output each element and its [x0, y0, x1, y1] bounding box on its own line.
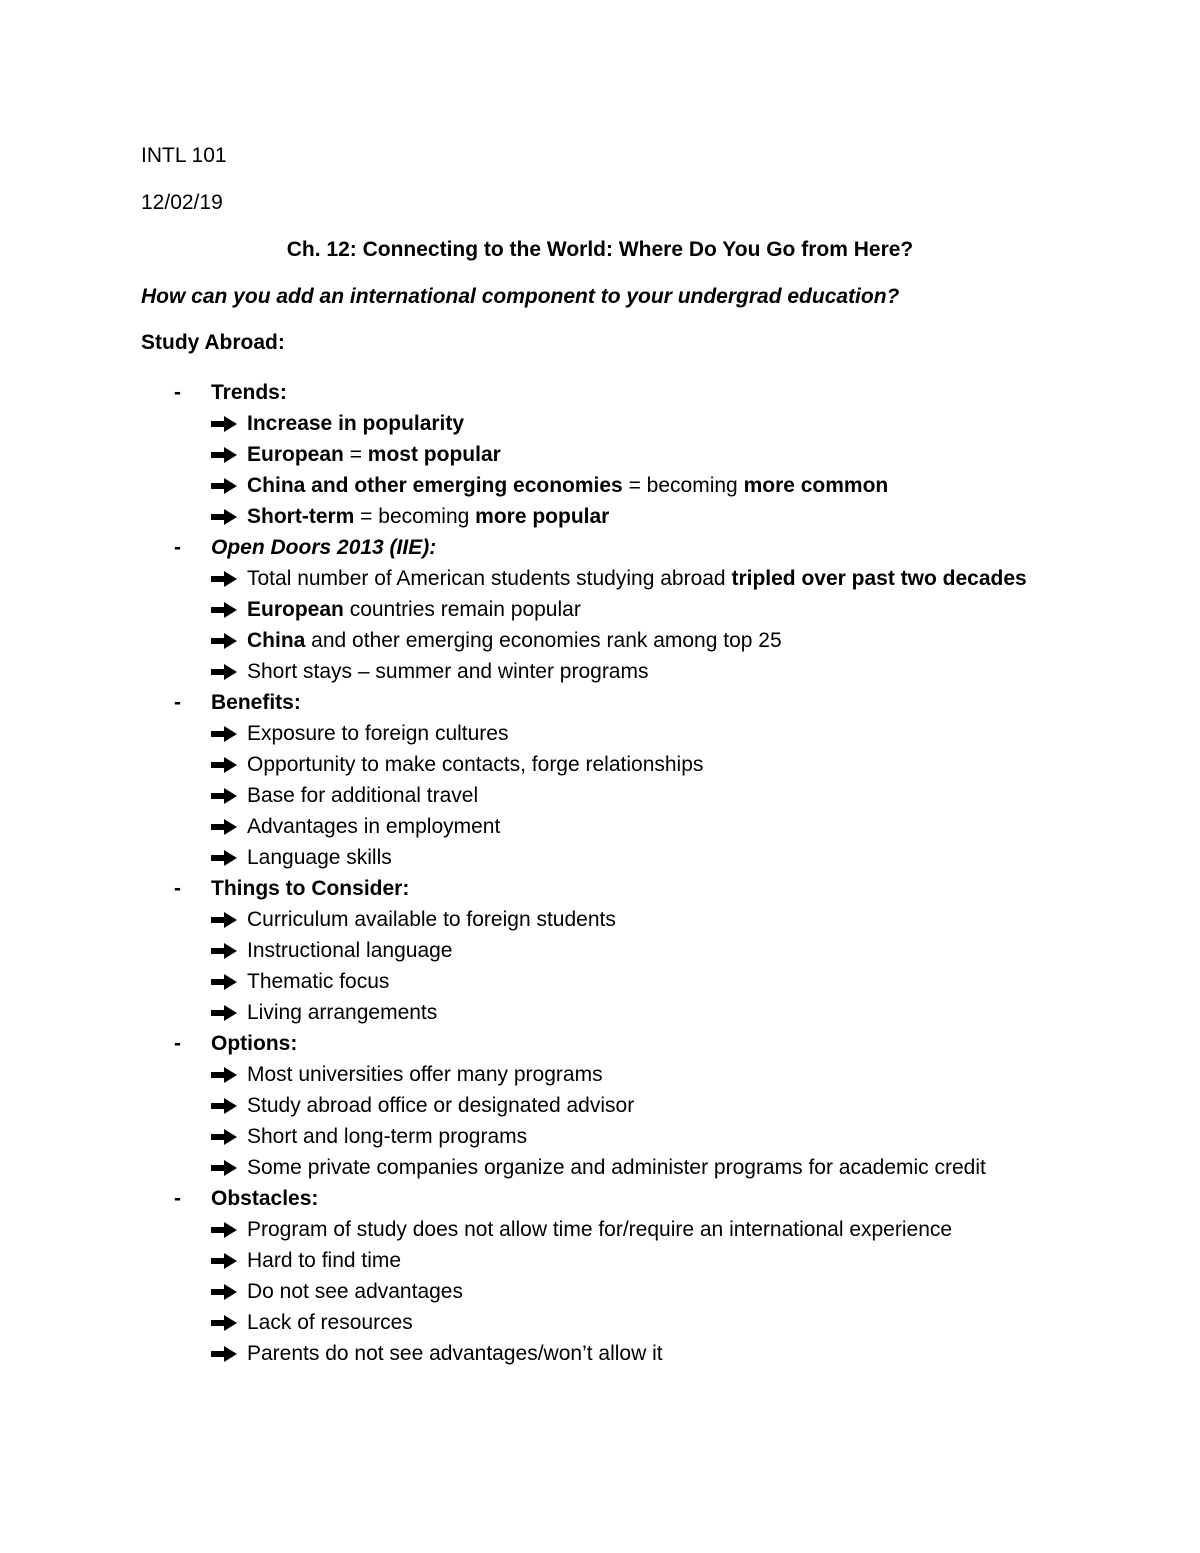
list-item — [0, 1090, 1200, 1121]
text-segment: countries remain popular — [343, 598, 581, 621]
section-heading: Study Abroad: — [141, 331, 285, 354]
list-item-text — [247, 966, 389, 997]
list-item-text — [247, 439, 501, 470]
list-item — [0, 470, 1200, 501]
section-header — [0, 687, 1200, 718]
section-label: Things to Consider: — [211, 877, 410, 900]
list-item — [0, 501, 1200, 532]
list-item-text — [247, 625, 782, 656]
list-item-text — [247, 1059, 603, 1090]
text-segment: Increase in popularity — [247, 412, 465, 435]
text-segment: Language skills — [247, 846, 392, 869]
list-marker: - — [174, 1187, 181, 1210]
list-item-text — [247, 1152, 986, 1183]
list-item — [0, 439, 1200, 470]
outline-section — [0, 1183, 1200, 1369]
text-segment: Living arrangements — [247, 1001, 438, 1024]
text-segment: more popular — [475, 505, 610, 528]
list-item-text — [247, 904, 616, 935]
text-segment: most popular — [367, 443, 501, 466]
list-item-text — [247, 749, 703, 780]
list-item — [0, 997, 1200, 1028]
outline-list — [0, 377, 1200, 1369]
list-item-text — [247, 1121, 527, 1152]
section-label: Trends: — [211, 381, 287, 404]
section-label: Options: — [211, 1032, 298, 1055]
list-item-text — [247, 935, 452, 966]
outline-section — [0, 377, 1200, 532]
list-item-text — [247, 1214, 952, 1245]
outline-section — [0, 532, 1200, 687]
arrow-right-icon — [210, 942, 238, 960]
list-item — [0, 718, 1200, 749]
arrow-right-icon — [210, 911, 238, 929]
list-item — [0, 904, 1200, 935]
list-item-text — [247, 656, 648, 687]
arrow-right-icon — [210, 818, 238, 836]
arrow-right-icon — [210, 1128, 238, 1146]
list-item — [0, 563, 1200, 594]
arrow-right-icon — [210, 663, 238, 681]
list-item — [0, 935, 1200, 966]
outline-section — [0, 687, 1200, 873]
list-item-text — [247, 1090, 634, 1121]
list-item — [0, 594, 1200, 625]
text-segment: Lack of resources — [247, 1311, 413, 1334]
text-segment: and other emerging economies rank among top 25 — [305, 629, 782, 652]
arrow-right-icon — [210, 1252, 238, 1270]
list-item — [0, 811, 1200, 842]
arrow-right-icon — [210, 570, 238, 588]
list-item-text — [247, 1245, 401, 1276]
outline-section — [0, 1028, 1200, 1183]
section-header — [0, 532, 1200, 563]
text-segment: Study abroad office or designated advisor — [247, 1094, 635, 1117]
arrow-right-icon — [210, 1004, 238, 1022]
arrow-right-icon — [210, 1159, 238, 1177]
text-segment: more common — [743, 474, 889, 497]
list-item — [0, 749, 1200, 780]
text-segment: Hard to find time — [247, 1249, 402, 1272]
text-segment: = becoming — [354, 505, 476, 528]
list-item — [0, 1245, 1200, 1276]
text-segment: China — [247, 629, 306, 652]
text-segment: Short-term — [247, 505, 355, 528]
list-item — [0, 1276, 1200, 1307]
list-item-text — [247, 718, 508, 749]
arrow-right-icon — [210, 725, 238, 743]
list-marker: - — [174, 381, 181, 404]
list-item — [0, 1307, 1200, 1338]
note-date: 12/02/19 — [141, 191, 223, 214]
outline-section — [0, 873, 1200, 1028]
arrow-right-icon — [210, 787, 238, 805]
list-item-text — [247, 780, 478, 811]
text-segment: Advantages in employment — [247, 815, 501, 838]
list-item-text — [247, 501, 609, 532]
list-item — [0, 1338, 1200, 1369]
list-item — [0, 408, 1200, 439]
course-code: INTL 101 — [141, 144, 227, 167]
list-item — [0, 966, 1200, 997]
list-item — [0, 656, 1200, 687]
arrow-right-icon — [210, 601, 238, 619]
arrow-right-icon — [210, 1097, 238, 1115]
arrow-right-icon — [210, 1314, 238, 1332]
text-segment: Base for additional travel — [247, 784, 479, 807]
arrow-right-icon — [210, 446, 238, 464]
text-segment: Opportunity to make contacts, forge relationships — [247, 753, 704, 776]
text-segment: European — [247, 443, 344, 466]
text-segment: Instructional language — [247, 939, 453, 962]
list-marker: - — [174, 1032, 181, 1055]
list-item-text — [247, 1276, 463, 1307]
section-header — [0, 873, 1200, 904]
text-segment: Thematic focus — [247, 970, 390, 993]
text-segment: = becoming — [622, 474, 744, 497]
list-marker: - — [174, 691, 181, 714]
list-item-text — [247, 408, 464, 439]
text-segment: Curriculum available to foreign students — [247, 908, 616, 931]
arrow-right-icon — [210, 1221, 238, 1239]
arrow-right-icon — [210, 508, 238, 526]
list-marker: - — [174, 877, 181, 900]
section-label: Obstacles: — [211, 1187, 319, 1210]
list-item-text — [247, 470, 888, 501]
text-segment: tripled over past two decades — [731, 567, 1027, 590]
list-item-text — [247, 997, 437, 1028]
list-item — [0, 1214, 1200, 1245]
text-segment: Some private companies organize and administer programs for academic credit — [247, 1156, 986, 1179]
arrow-right-icon — [210, 756, 238, 774]
arrow-right-icon — [210, 849, 238, 867]
section-label: Open Doors 2013 (IIE): — [211, 536, 437, 559]
text-segment: Do not see advantages — [247, 1280, 463, 1303]
text-segment: Short stays – summer and winter programs — [247, 660, 649, 683]
text-segment: Most universities offer many programs — [247, 1063, 603, 1086]
text-segment: Total number of American students studying abroad — [247, 567, 732, 590]
list-item-text — [247, 1307, 413, 1338]
arrow-right-icon — [210, 1345, 238, 1363]
list-item — [0, 842, 1200, 873]
list-item — [0, 1152, 1200, 1183]
text-segment: = — [343, 443, 368, 466]
section-label: Benefits: — [211, 691, 301, 714]
arrow-right-icon — [210, 415, 238, 433]
list-item-text — [247, 594, 581, 625]
section-header — [0, 1028, 1200, 1059]
text-segment: China and other emerging economies — [247, 474, 623, 497]
guiding-question: How can you add an international component to your undergrad education? — [141, 285, 900, 308]
section-header — [0, 377, 1200, 408]
text-segment: European — [247, 598, 344, 621]
arrow-right-icon — [210, 1283, 238, 1301]
text-segment: Program of study does not allow time for/require an international experience — [247, 1218, 953, 1241]
arrow-right-icon — [210, 477, 238, 495]
list-item-text — [247, 1338, 663, 1369]
list-item — [0, 625, 1200, 656]
list-item — [0, 1121, 1200, 1152]
list-item-text — [247, 563, 1027, 594]
section-header — [0, 1183, 1200, 1214]
chapter-title: Ch. 12: Connecting to the World: Where Do You Go from Here? — [286, 238, 914, 261]
text-segment: Exposure to foreign cultures — [247, 722, 509, 745]
list-item-text — [247, 842, 392, 873]
arrow-right-icon — [210, 1066, 238, 1084]
arrow-right-icon — [210, 632, 238, 650]
text-segment: Parents do not see advantages/won’t allow it — [247, 1342, 663, 1365]
list-item-text — [247, 811, 500, 842]
text-segment: Short and long-term programs — [247, 1125, 528, 1148]
arrow-right-icon — [210, 973, 238, 991]
list-marker: - — [174, 536, 181, 559]
list-item — [0, 1059, 1200, 1090]
list-item — [0, 780, 1200, 811]
